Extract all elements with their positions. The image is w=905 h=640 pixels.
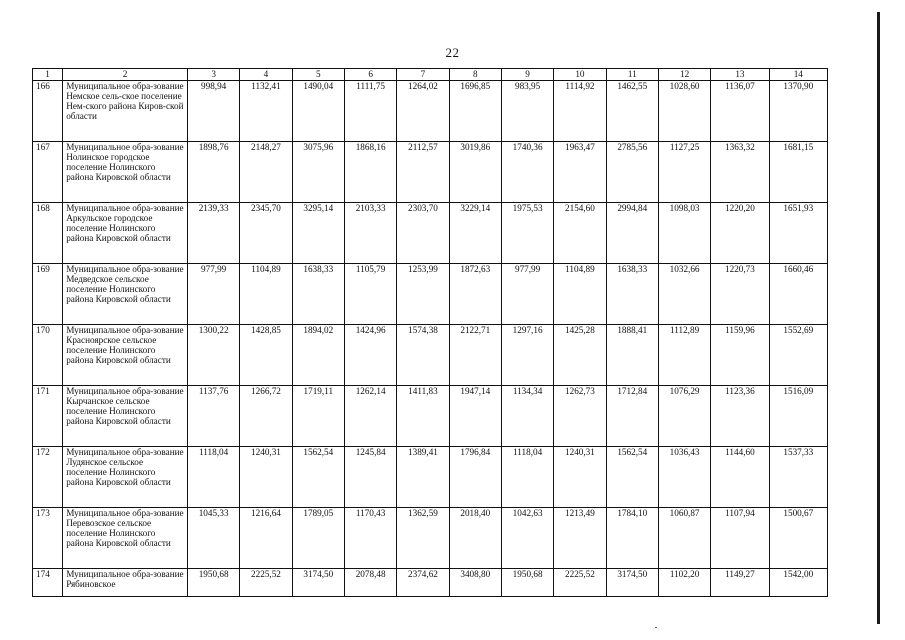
municipality-name: Муниципальное обра-зование Аркульское городское поселение Нолинского района Кировской области [63,203,188,264]
value-cell-col-10: 1963,47 [554,142,606,203]
value-cell-col-13: 1144,60 [711,447,769,508]
value-cell-col-8: 1696,85 [449,81,501,142]
row-number: 166 [33,81,63,142]
value-cell-col-11: 1784,10 [606,508,658,569]
value-cell-col-3: 1898,76 [187,142,239,203]
value-cell-col-8: 3229,14 [449,203,501,264]
value-cell-col-7: 2374,62 [397,569,449,597]
value-cell-col-10: 1213,49 [554,508,606,569]
value-cell-col-3: 2139,33 [187,203,239,264]
value-cell-col-3: 977,99 [187,264,239,325]
column-header-8: 8 [449,69,501,81]
value-cell-col-3: 1045,33 [187,508,239,569]
value-cell-col-12: 1102,20 [658,569,710,597]
value-cell-col-12: 1127,25 [658,142,710,203]
value-cell-col-3: 1118,04 [187,447,239,508]
value-cell-col-4: 2345,70 [240,203,292,264]
value-cell-col-13: 1363,32 [711,142,769,203]
value-cell-col-3: 1300,22 [187,325,239,386]
value-cell-col-4: 1428,85 [240,325,292,386]
value-cell-col-3: 1950,68 [187,569,239,597]
value-cell-col-8: 3408,80 [449,569,501,597]
value-cell-col-10: 1104,89 [554,264,606,325]
value-cell-col-9: 1118,04 [501,447,553,508]
value-cell-col-4: 2148,27 [240,142,292,203]
value-cell-col-10: 1240,31 [554,447,606,508]
municipality-name: Муниципальное обра-зование Кырчанское сельское поселение Нолинского района Кировской области [63,386,188,447]
row-number: 172 [33,447,63,508]
table-row [33,264,828,325]
value-cell-col-14: 1660,46 [769,264,827,325]
value-cell-col-5: 3174,50 [292,569,344,597]
row-number: 173 [33,508,63,569]
value-cell-col-3: 998,94 [187,81,239,142]
table-row [33,508,828,569]
municipality-name: Муниципальное обра-зование Медведское сельское поселение Нолинского района Кировской области [63,264,188,325]
value-cell-col-13: 1220,20 [711,203,769,264]
value-cell-col-7: 1253,99 [397,264,449,325]
table-row [33,569,828,597]
value-cell-col-6: 1262,14 [344,386,396,447]
header-row [33,69,828,81]
value-cell-col-14: 1500,67 [769,508,827,569]
value-cell-col-11: 1888,41 [606,325,658,386]
value-cell-col-4: 1216,64 [240,508,292,569]
scan-speck [655,627,657,628]
table-row [33,203,828,264]
value-cell-col-6: 1868,16 [344,142,396,203]
value-cell-col-5: 3295,14 [292,203,344,264]
value-cell-col-14: 1537,33 [769,447,827,508]
column-header-13: 13 [711,69,769,81]
value-cell-col-13: 1123,36 [711,386,769,447]
value-cell-col-4: 1240,31 [240,447,292,508]
value-cell-col-3: 1137,76 [187,386,239,447]
value-cell-col-4: 1104,89 [240,264,292,325]
value-cell-col-9: 1740,36 [501,142,553,203]
value-cell-col-5: 1562,54 [292,447,344,508]
value-cell-col-8: 2122,71 [449,325,501,386]
value-cell-col-14: 1681,15 [769,142,827,203]
value-cell-col-14: 1552,69 [769,325,827,386]
value-cell-col-10: 2154,60 [554,203,606,264]
value-cell-col-9: 1134,34 [501,386,553,447]
value-cell-col-11: 2994,84 [606,203,658,264]
value-cell-col-6: 1170,43 [344,508,396,569]
value-cell-col-11: 1462,55 [606,81,658,142]
value-cell-col-6: 1105,79 [344,264,396,325]
municipality-name: Муниципальное обра-зование Рябиновское [63,569,188,597]
municipality-name: Муниципальное обра-зование Перевозское сельское поселение Нолинского района Кировской области [63,508,188,569]
value-cell-col-8: 3019,86 [449,142,501,203]
column-header-4: 4 [240,69,292,81]
value-cell-col-11: 1562,54 [606,447,658,508]
value-cell-col-9: 983,95 [501,81,553,142]
row-number: 174 [33,569,63,597]
column-header-7: 7 [397,69,449,81]
value-cell-col-8: 2018,40 [449,508,501,569]
column-header-10: 10 [554,69,606,81]
municipality-name: Муниципальное обра-зование Немское сель-ское поселение Нем-ского района Киров-ской области [63,81,188,142]
column-header-14: 14 [769,69,827,81]
value-cell-col-9: 1975,53 [501,203,553,264]
value-cell-col-6: 2078,48 [344,569,396,597]
page-edge-rule [877,12,880,624]
row-number: 167 [33,142,63,203]
value-cell-col-12: 1076,29 [658,386,710,447]
value-cell-col-5: 3075,96 [292,142,344,203]
value-cell-col-14: 1542,00 [769,569,827,597]
value-cell-col-11: 1638,33 [606,264,658,325]
page-number: 22 [445,45,460,60]
value-cell-col-10: 1114,92 [554,81,606,142]
value-cell-col-7: 2303,70 [397,203,449,264]
value-cell-col-13: 1159,96 [711,325,769,386]
value-cell-col-12: 1036,43 [658,447,710,508]
table-row [33,325,828,386]
value-cell-col-11: 3174,50 [606,569,658,597]
table-row [33,447,828,508]
value-cell-col-7: 2112,57 [397,142,449,203]
value-cell-col-8: 1796,84 [449,447,501,508]
value-cell-col-6: 1111,75 [344,81,396,142]
column-header-6: 6 [344,69,396,81]
value-cell-col-10: 1262,73 [554,386,606,447]
value-cell-col-12: 1112,89 [658,325,710,386]
value-cell-col-9: 1950,68 [501,569,553,597]
value-cell-col-9: 1042,63 [501,508,553,569]
table-row [33,81,828,142]
value-cell-col-12: 1032,66 [658,264,710,325]
value-cell-col-11: 1712,84 [606,386,658,447]
value-cell-col-13: 1149,27 [711,569,769,597]
column-header-2: 2 [63,69,188,81]
value-cell-col-10: 2225,52 [554,569,606,597]
value-cell-col-12: 1098,03 [658,203,710,264]
value-cell-col-13: 1136,07 [711,81,769,142]
table-row [33,142,828,203]
column-header-11: 11 [606,69,658,81]
value-cell-col-6: 2103,33 [344,203,396,264]
column-header-12: 12 [658,69,710,81]
value-cell-col-6: 1245,84 [344,447,396,508]
value-cell-col-5: 1638,33 [292,264,344,325]
value-cell-col-5: 1490,04 [292,81,344,142]
column-header-3: 3 [187,69,239,81]
value-cell-col-13: 1220,73 [711,264,769,325]
value-cell-col-8: 1947,14 [449,386,501,447]
value-cell-col-14: 1516,09 [769,386,827,447]
value-cell-col-7: 1362,59 [397,508,449,569]
row-number: 169 [33,264,63,325]
value-cell-col-7: 1389,41 [397,447,449,508]
value-cell-col-9: 977,99 [501,264,553,325]
table-body [33,81,828,597]
row-number: 171 [33,386,63,447]
value-cell-col-5: 1894,02 [292,325,344,386]
column-header-9: 9 [501,69,553,81]
municipality-name: Муниципальное обра-зование Лудянское сельское поселение Нолинского района Кировской области [63,447,188,508]
value-cell-col-7: 1264,02 [397,81,449,142]
value-cell-col-14: 1370,90 [769,81,827,142]
column-header-5: 5 [292,69,344,81]
value-cell-col-6: 1424,96 [344,325,396,386]
value-cell-col-12: 1028,60 [658,81,710,142]
value-cell-col-4: 1132,41 [240,81,292,142]
value-cell-col-12: 1060,87 [658,508,710,569]
value-cell-col-11: 2785,56 [606,142,658,203]
value-cell-col-7: 1574,38 [397,325,449,386]
value-cell-col-13: 1107,94 [711,508,769,569]
value-cell-col-5: 1789,05 [292,508,344,569]
row-number: 170 [33,325,63,386]
value-cell-col-14: 1651,93 [769,203,827,264]
value-cell-col-8: 1872,63 [449,264,501,325]
table-row [33,386,828,447]
municipality-name: Муниципальное обра-зование Нолинское городское поселение Нолинского района Кировской области [63,142,188,203]
value-cell-col-4: 2225,52 [240,569,292,597]
value-cell-col-5: 1719,11 [292,386,344,447]
value-cell-col-10: 1425,28 [554,325,606,386]
column-header-1: 1 [33,69,63,81]
value-cell-col-9: 1297,16 [501,325,553,386]
value-cell-col-4: 1266,72 [240,386,292,447]
data-table [32,68,828,597]
row-number: 168 [33,203,63,264]
municipality-name: Муниципальное обра-зование Красноярское сельское поселение Нолинского района Кировской области [63,325,188,386]
value-cell-col-7: 1411,83 [397,386,449,447]
